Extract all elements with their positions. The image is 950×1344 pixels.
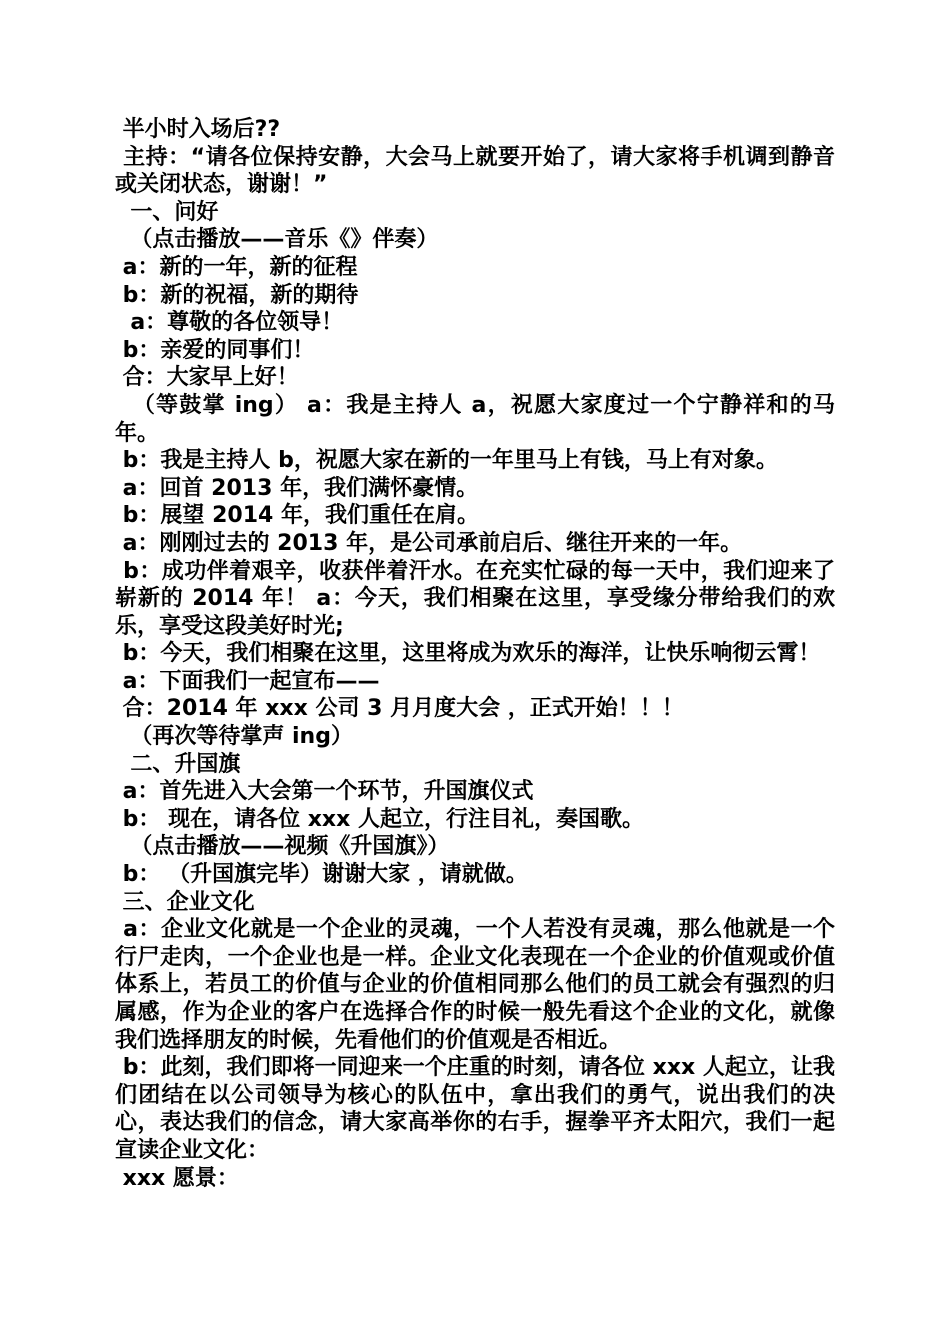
text-line: b：新的祝福，新的期待 — [115, 282, 359, 308]
text-line: a：下面我们一起宣布—— — [115, 668, 380, 694]
text-line: b： （升国旗完毕）谢谢大家 ，请就做。 — [115, 862, 528, 888]
section-heading: 三、企业文化 — [115, 889, 255, 915]
text-paragraph: a：企业文化就是一个企业的灵魂，一个人若没有灵魂，那么他就是一个行尸走肉，一个企业也是一样。企业文化表现在一个企业的价值观或价值体系上，若员工的价值与企业的价值相同那么他们的员工就会有强烈的归属感，作为企业的客户在选择合作的时候一般先看这个企业的文化，就像我们选择朋友的时候，先看他们的价值观是否相近。 — [115, 917, 835, 1053]
text-line: a：尊敬的各位领导！ — [115, 310, 344, 336]
text-line: b：亲爱的同事们！ — [115, 337, 315, 363]
stage-direction: （再次等待掌声 ing） — [115, 724, 353, 750]
text-line: b：展望 2014 年，我们重任在肩。 — [115, 503, 479, 529]
text-line: b： 现在，请各位 xxx 人起立，行注目礼，奏国歌。 — [115, 806, 644, 832]
text-line: b：我是主持人 b，祝愿大家在新的一年里马上有钱，马上有对象。 — [115, 448, 778, 474]
text-line: a：回首 2013 年，我们满怀豪情。 — [115, 475, 479, 501]
text-line: xxx 愿景： — [115, 1165, 239, 1191]
text-line: 合：大家早上好！ — [115, 365, 299, 391]
stage-direction: （点击播放——音乐《》伴奏） — [115, 227, 439, 253]
text-paragraph: （等鼓掌 ing） a：我是主持人 a，祝愿大家度过一个宁静祥和的马年。 — [115, 392, 835, 446]
document-body — [115, 116, 835, 1192]
text-paragraph: 主持：“请各位保持安静，大会马上就要开始了，请大家将手机调到静音或关闭状态，谢谢！” — [115, 144, 835, 198]
text-line: a：刚刚过去的 2013 年，是公司承前启后、继往开来的一年。 — [115, 530, 743, 556]
section-heading: 一、问好 — [115, 199, 219, 225]
text-line: 半小时入场后?? — [115, 117, 281, 142]
stage-direction: （点击播放——视频《升国旗》） — [115, 834, 450, 860]
text-paragraph: b：今天，我们相聚在这里，这里将成为欢乐的海洋，让快乐响彻云霄！ — [115, 641, 821, 667]
text-paragraph: b：成功伴着艰辛，收获伴着汗水。在充实忙碌的每一天中，我们迎来了崭新的 2014 年！ a：今天，我们相聚在这里，享受缘分带给我们的欢乐，享受这段美好时光; — [115, 558, 835, 639]
text-line: a：首先进入大会第一个环节，升国旗仪式 — [115, 779, 534, 805]
section-heading: 二、升国旗 — [115, 751, 241, 777]
text-line: 合：2014 年 xxx 公司 3 月月度大会 ，正式开始！！！ — [115, 696, 684, 722]
text-line: a：新的一年，新的征程 — [115, 254, 358, 280]
text-paragraph: b：此刻，我们即将一同迎来一个庄重的时刻，请各位 xxx 人起立，让我们团结在以公司领导为核心的队伍中，拿出我们的勇气，说出我们的决心，表达我们的信念，请大家高举你的右手，握拳平齐太阳穴，我们一起宣读企业文化： — [115, 1055, 835, 1163]
